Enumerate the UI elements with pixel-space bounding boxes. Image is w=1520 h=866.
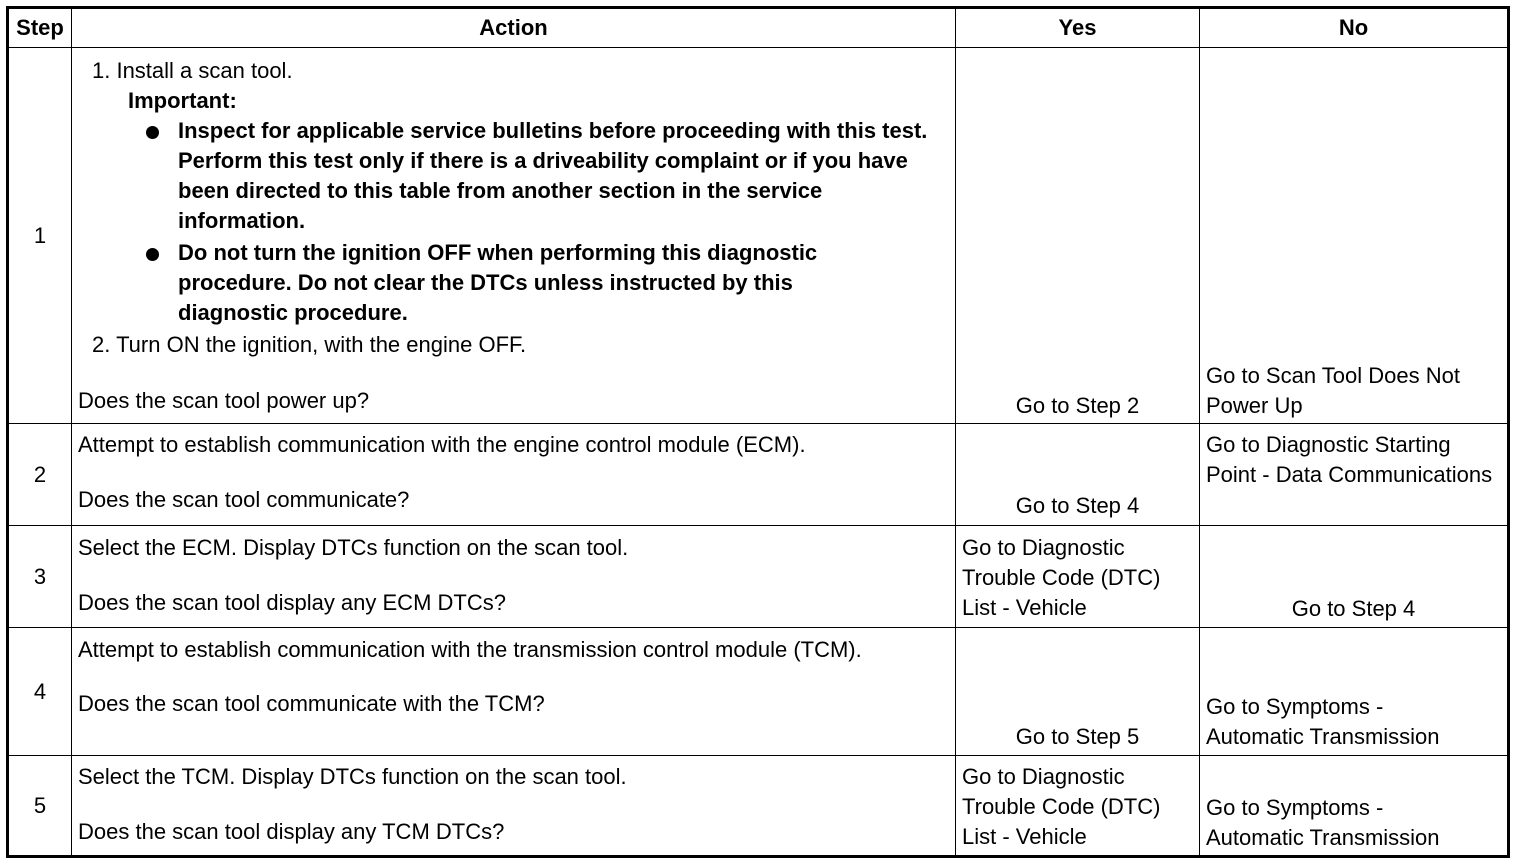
step-number: 5	[8, 756, 72, 857]
list-item: 1. Install a scan tool.	[92, 58, 293, 83]
table-row	[8, 628, 1509, 756]
important-label: Important:	[128, 88, 237, 113]
yes-answer: Go to Diagnostic Trouble Code (DTC) List - Vehicle	[962, 764, 1161, 849]
question-text: Does the scan tool display any TCM DTCs?	[78, 819, 505, 844]
table-row	[8, 756, 1509, 857]
list-item: 2. Turn ON the ignition, with the engine OFF.	[92, 332, 527, 357]
yes-cell	[956, 424, 1200, 526]
action-text: Select the ECM. Display DTCs function on the scan tool.	[78, 535, 629, 560]
action-text: Select the TCM. Display DTCs function on the scan tool.	[78, 764, 627, 789]
no-answer: Go to Step 4	[1291, 596, 1416, 621]
table-row	[8, 424, 1509, 526]
yes-cell	[956, 628, 1200, 756]
question-text: Does the scan tool display any ECM DTCs?	[78, 590, 506, 615]
yes-cell	[956, 526, 1200, 628]
yes-cell	[956, 48, 1200, 424]
action-cell	[72, 628, 956, 756]
question-text: Does the scan tool power up?	[78, 388, 370, 413]
no-cell	[1200, 48, 1509, 424]
step-number: 2	[8, 424, 72, 526]
bullet-icon	[146, 248, 159, 261]
step-number: 4	[8, 628, 72, 756]
no-answer: Go to Scan Tool Does Not Power Up	[1206, 363, 1460, 418]
action-cell	[72, 526, 956, 628]
no-cell	[1200, 628, 1509, 756]
step-number: 1	[8, 48, 72, 424]
question-text: Does the scan tool communicate?	[78, 487, 410, 512]
yes-answer: Go to Step 2	[1015, 393, 1140, 418]
header-step: Step	[8, 8, 72, 48]
action-list	[78, 56, 949, 86]
list-item: Do not turn the ignition OFF when performing this diagnostic procedure. Do not clear the DTCs unless instructed by this diagnostic procedure.	[78, 238, 949, 328]
no-cell	[1200, 756, 1509, 857]
action-text: Attempt to establish communication with the transmission control module (TCM).	[78, 637, 862, 662]
yes-answer: Go to Step 5	[1015, 724, 1140, 749]
header-action: Action	[72, 8, 956, 48]
header-no: No	[1200, 8, 1509, 48]
step-number: 3	[8, 526, 72, 628]
question-text: Does the scan tool communicate with the TCM?	[78, 691, 545, 716]
action-text: Attempt to establish communication with the engine control module (ECM).	[78, 432, 806, 457]
action-cell	[72, 756, 956, 857]
action-cell	[72, 48, 956, 424]
list-item: Inspect for applicable service bulletins before proceeding with this test. Perform this test only if there is a driveability complaint or if you have been directed to this table from another section in the service information.	[78, 116, 949, 236]
yes-cell	[956, 756, 1200, 857]
no-cell	[1200, 424, 1509, 526]
yes-answer: Go to Step 4	[1015, 493, 1140, 518]
action-list	[78, 330, 949, 360]
action-cell	[72, 424, 956, 526]
header-yes: Yes	[956, 8, 1200, 48]
table-row	[8, 48, 1509, 424]
diagnostic-table	[6, 6, 1510, 858]
yes-answer: Go to Diagnostic Trouble Code (DTC) List - Vehicle	[962, 535, 1161, 620]
no-answer: Go to Symptoms - Automatic Transmission	[1206, 795, 1440, 850]
no-cell	[1200, 526, 1509, 628]
no-answer: Go to Symptoms - Automatic Transmission	[1206, 694, 1440, 749]
important-bullets	[78, 116, 949, 328]
header-row	[8, 8, 1509, 48]
bullet-icon	[146, 126, 159, 139]
table-row	[8, 526, 1509, 628]
no-answer: Go to Diagnostic Starting Point - Data Communications	[1206, 432, 1493, 487]
